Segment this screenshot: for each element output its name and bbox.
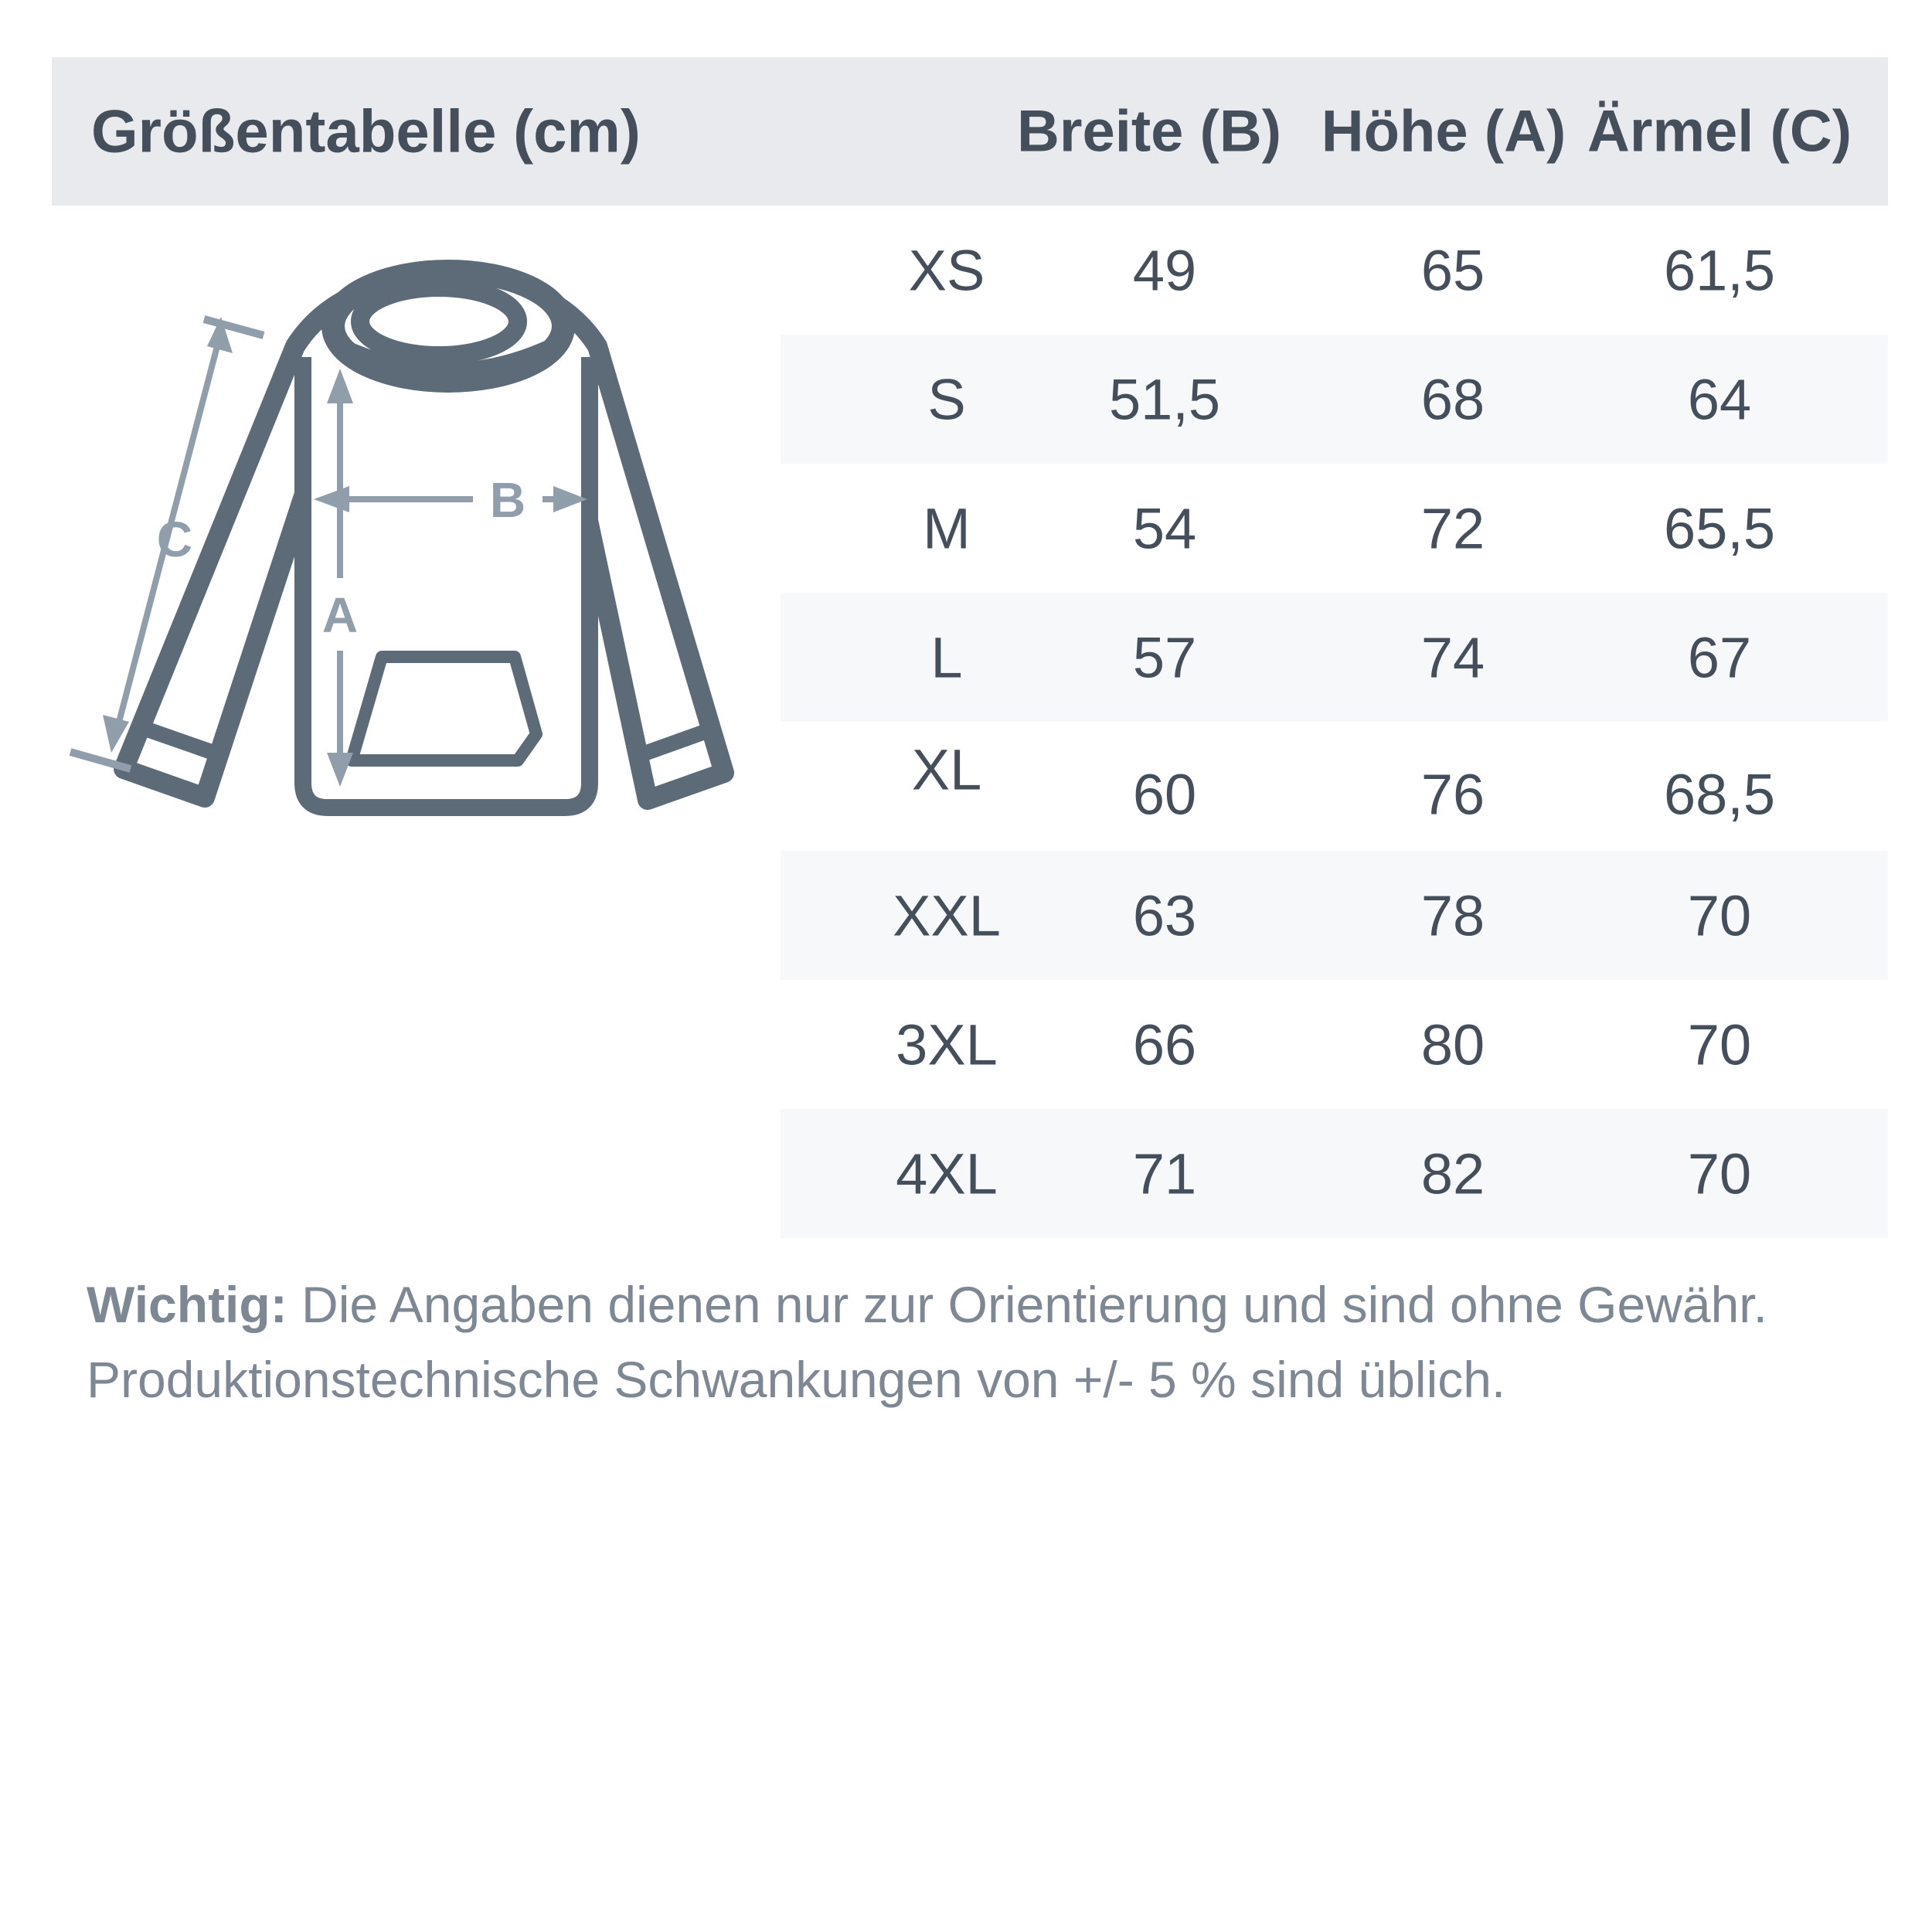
size-cell: L — [930, 625, 963, 689]
table-row-3xl — [781, 980, 1888, 1109]
dim-label-b: B — [489, 472, 526, 528]
hoehe-cell: 68 — [1420, 367, 1485, 431]
table-row-l — [781, 593, 1888, 722]
table-header-bar — [52, 57, 1888, 206]
table-row-4xl — [781, 1109, 1888, 1238]
size-cell: XL — [911, 737, 982, 801]
disclaimer-note — [87, 1267, 1887, 1417]
size-cell: M — [923, 496, 971, 560]
disclaimer-text: Die Angaben dienen nur zur Orientierung und sind ohne Gewähr. Produktionstechnische Schwankungen von +/- 5 % sind üblich. — [87, 1276, 1767, 1408]
table-row-m — [781, 464, 1888, 593]
hoodie-pocket — [352, 657, 536, 760]
dim-label-c: C — [156, 512, 193, 567]
aermel-cell: 65,5 — [1663, 496, 1776, 560]
column-header-hoehe: Höhe (A) — [1321, 98, 1566, 165]
size-cell: XS — [908, 238, 985, 302]
size-table — [781, 206, 1888, 1238]
aermel-cell: 67 — [1687, 625, 1752, 689]
table-row-xxl — [781, 851, 1888, 980]
aermel-cell: 68,5 — [1663, 762, 1776, 826]
table-row-xl — [781, 722, 1888, 851]
hoehe-cell: 74 — [1420, 625, 1485, 689]
size-cell: 4XL — [896, 1141, 998, 1206]
breite-cell: 57 — [1132, 625, 1197, 689]
aermel-cell: 70 — [1687, 883, 1752, 947]
page-title: Größentabelle (cm) — [91, 97, 641, 165]
size-cell: S — [927, 367, 966, 431]
breite-cell: 49 — [1132, 238, 1197, 302]
aermel-cell: 70 — [1687, 1141, 1752, 1206]
breite-cell: 71 — [1132, 1141, 1197, 1206]
hoodie-hood-inner — [360, 287, 518, 355]
size-cell: 3XL — [896, 1012, 998, 1077]
column-header-aermel: Ärmel (C) — [1587, 98, 1852, 165]
breite-cell: 63 — [1132, 883, 1197, 947]
table-row-s — [781, 335, 1888, 464]
breite-cell: 60 — [1132, 762, 1197, 826]
table-row-xs — [781, 206, 1888, 335]
column-header-breite: Breite (B) — [1016, 98, 1282, 165]
dim-label-a: A — [321, 587, 359, 643]
aermel-cell: 61,5 — [1663, 238, 1776, 302]
hoehe-cell: 76 — [1420, 762, 1485, 826]
hoodie-diagram-svg — [46, 193, 742, 889]
aermel-cell: 64 — [1687, 367, 1752, 431]
hoehe-cell: 80 — [1420, 1012, 1485, 1077]
aermel-cell: 70 — [1687, 1012, 1752, 1077]
breite-cell: 54 — [1132, 496, 1197, 560]
hoehe-cell: 82 — [1420, 1141, 1485, 1206]
breite-cell: 66 — [1132, 1012, 1197, 1077]
hoehe-cell: 72 — [1420, 496, 1485, 560]
breite-cell: 51,5 — [1108, 367, 1221, 431]
hoodie-measurement-diagram — [46, 193, 742, 889]
disclaimer-lead: Wichtig: — [87, 1276, 287, 1333]
hoehe-cell: 65 — [1420, 238, 1485, 302]
hoehe-cell: 78 — [1420, 883, 1485, 947]
size-cell: XXL — [893, 883, 1001, 947]
